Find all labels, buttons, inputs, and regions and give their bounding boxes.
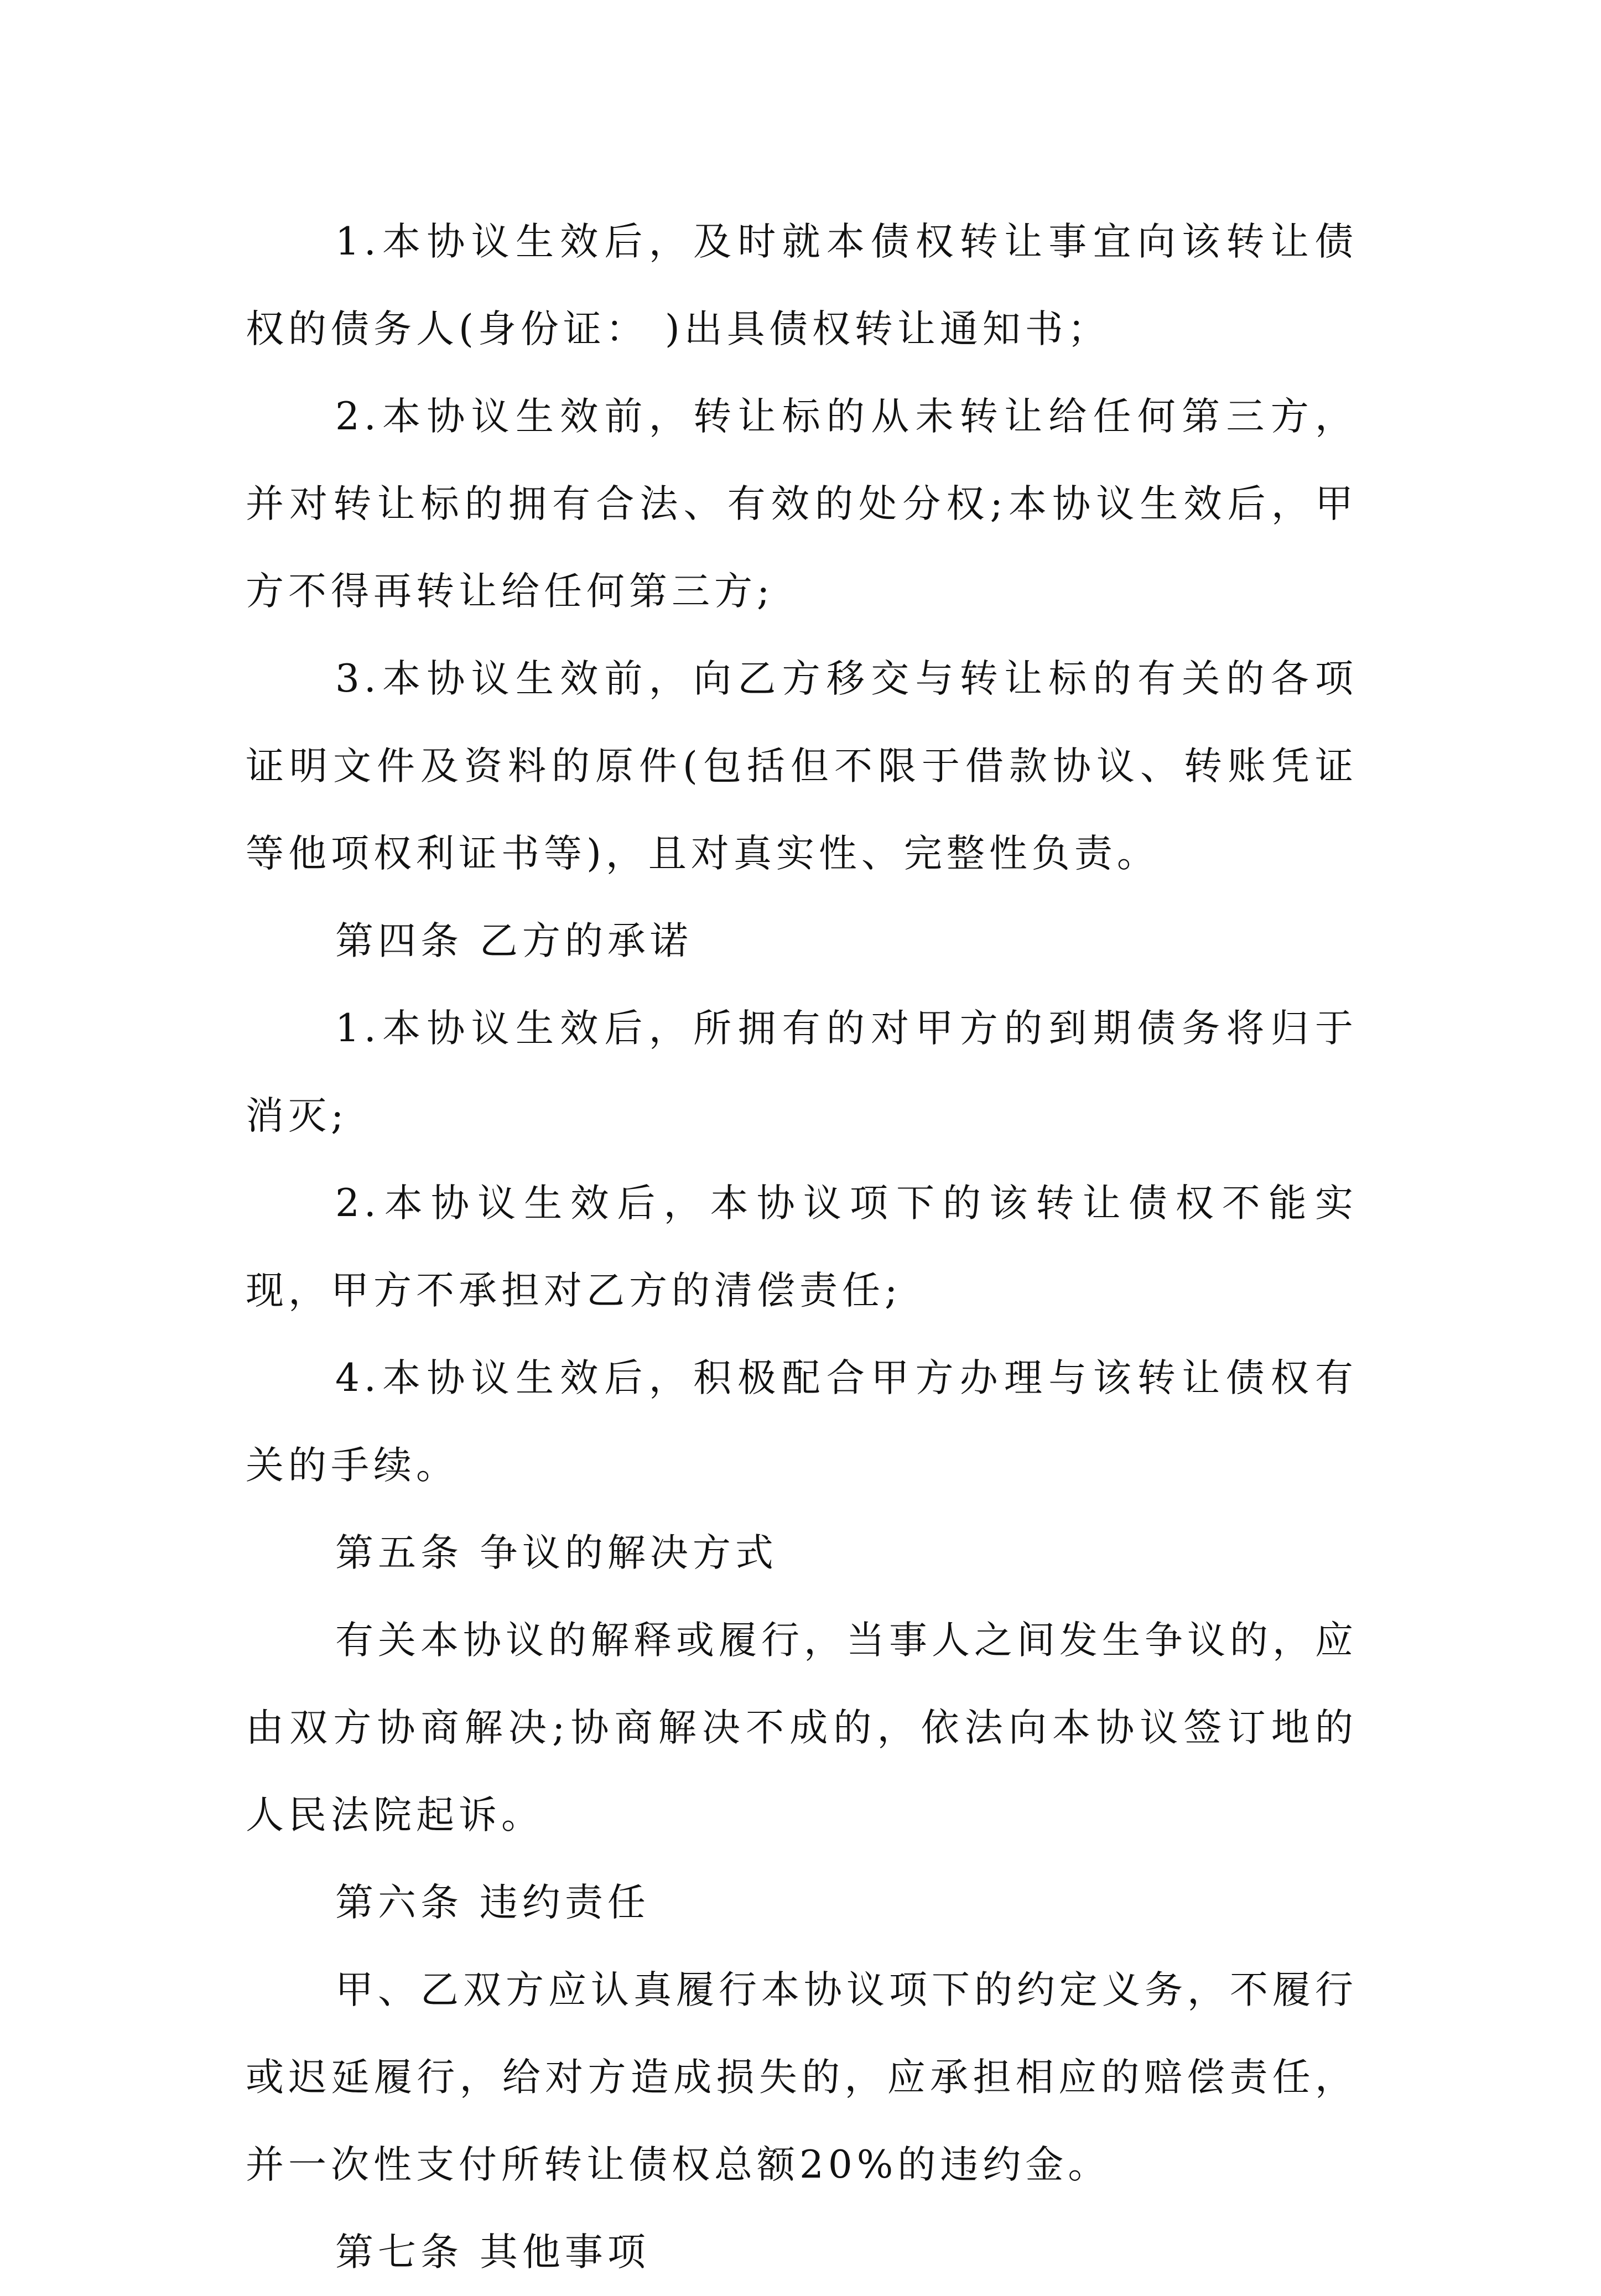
clause-paragraph: 4.本协议生效后，积极配合甲方办理与该转让债权有关的手续。: [246, 1356, 1358, 1488]
clause-paragraph: 2.本协议生效前，转让标的从未转让给任何第三方，并对转让标的拥有合法、有效的处分权;本协议生效后，甲方不得再转让给任何第三方;: [246, 394, 1358, 614]
document-body: [246, 198, 1358, 2296]
article-heading: 第七条 其他事项: [335, 2230, 650, 2274]
clause-paragraph: 1.本协议生效后，所拥有的对甲方的到期债务将归于消灭;: [246, 1006, 1358, 1138]
clause-paragraph: 有关本协议的解释或履行，当事人之间发生争议的，应由双方协商解决;协商解决不成的，依法向本协议签订地的人民法院起诉。: [246, 1618, 1358, 1837]
article-heading: 第五条 争议的解决方式: [335, 1531, 778, 1575]
clause-paragraph: 1.本协议生效后，及时就本债权转让事宜向该转让债权的债务人(身份证： )出具债权转让通知书；: [246, 220, 1358, 351]
clause-paragraph: 2.本协议生效后，本协议项下的该转让债权不能实现，甲方不承担对乙方的清偿责任;: [246, 1181, 1358, 1313]
clause-paragraph: 3.本协议生效前，向乙方移交与转让标的有关的各项证明文件及资料的原件(包括但不限于借款协议、转账凭证等他项权利证书等)，且对真实性、完整性负责。: [246, 657, 1358, 876]
clause-paragraph: 甲、乙双方应认真履行本协议项下的约定义务，不履行或迟延履行，给对方造成损失的，应承担相应的赔偿责任，并一次性支付所转让债权总额20%的违约金。: [246, 1968, 1358, 2187]
article-heading: 第四条 乙方的承诺: [335, 919, 693, 963]
article-heading: 第六条 违约责任: [335, 1881, 650, 1925]
